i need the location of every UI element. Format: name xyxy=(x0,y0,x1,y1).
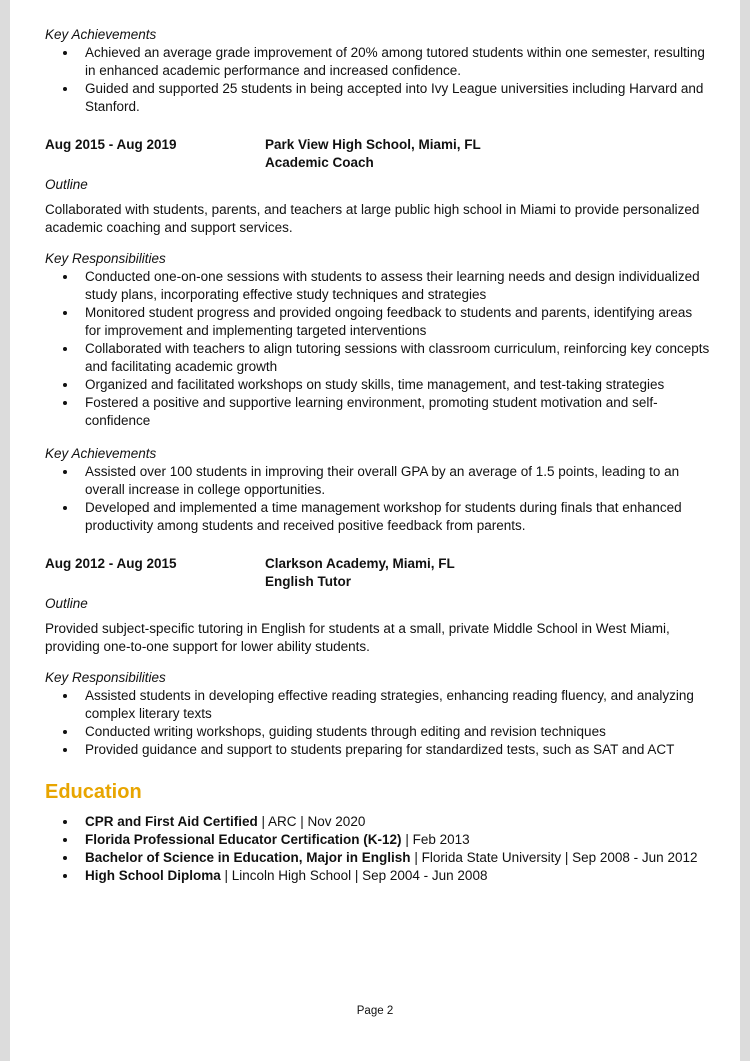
education-name: Florida Professional Educator Certification (K-12) xyxy=(85,832,402,847)
list-item: Conducted one-on-one sessions with students to assess their learning needs and design individualized study plans, incorporating effective study techniques and strategies xyxy=(85,268,710,304)
education-name: Bachelor of Science in Education, Major in English xyxy=(85,850,411,865)
list-item: Organized and facilitated workshops on study skills, time management, and test-taking strategies xyxy=(85,376,710,394)
education-name: High School Diploma xyxy=(85,868,221,883)
outline-label: Outline xyxy=(45,177,88,192)
job-dates: Aug 2012 - Aug 2015 xyxy=(45,556,177,571)
achievements-label: Key Achievements xyxy=(45,446,157,461)
education-item xyxy=(85,813,710,831)
education-item xyxy=(85,831,710,849)
responsibilities-list xyxy=(45,268,710,430)
education-name: CPR and First Aid Certified xyxy=(85,814,258,829)
education-detail: | Lincoln High School | Sep 2004 - Jun 2008 xyxy=(220,868,488,883)
resume-page xyxy=(10,0,740,1061)
outline-label: Outline xyxy=(45,596,88,611)
outline-text: Provided subject-specific tutoring in English for students at a small, private Middle School in West Miami, providing one-to-one support for lower ability students. xyxy=(45,621,670,654)
list-item: Monitored student progress and provided ongoing feedback to students and parents, identifying areas for improvement and implementing targeted interventions xyxy=(85,304,710,340)
education-heading: Education xyxy=(45,781,142,803)
education-detail: | ARC | Nov 2020 xyxy=(257,814,366,829)
job-dates: Aug 2015 - Aug 2019 xyxy=(45,137,177,152)
education-detail: | Feb 2013 xyxy=(401,832,470,847)
achievements-label: Key Achievements xyxy=(45,27,157,42)
job-info xyxy=(265,555,455,591)
job-title: English Tutor xyxy=(265,574,351,589)
job-title: Academic Coach xyxy=(265,155,374,170)
job-employer: Park View High School, Miami, FL xyxy=(265,137,481,152)
list-item: Collaborated with teachers to align tutoring sessions with classroom curriculum, reinforcing key concepts and facilitating academic growth xyxy=(85,341,710,374)
list-item: Developed and implemented a time management workshop for students during finals that enhanced productivity among students and received positive feedback from parents. xyxy=(85,499,710,535)
responsibilities-list xyxy=(45,687,710,759)
list-item: Provided guidance and support to students preparing for standardized tests, such as SAT and ACT xyxy=(85,741,710,759)
responsibilities-label: Key Responsibilities xyxy=(45,251,166,266)
education-item xyxy=(85,849,710,867)
education-detail: | Florida State University | Sep 2008 - Jun 2012 xyxy=(410,850,698,865)
job-info xyxy=(265,136,481,172)
job-header xyxy=(45,555,710,591)
page-content xyxy=(45,26,710,885)
job-employer: Clarkson Academy, Miami, FL xyxy=(265,556,455,571)
list-item: Achieved an average grade improvement of 20% among tutored students within one semester, resulting in enhanced academic performance and increased confidence. xyxy=(85,44,710,80)
job-header xyxy=(45,136,710,172)
list-item: Conducted writing workshops, guiding students through editing and revision techniques xyxy=(85,723,710,741)
list-item: Guided and supported 25 students in being accepted into Ivy League universities including Harvard and Stanford. xyxy=(85,80,710,116)
outline-text: Collaborated with students, parents, and teachers at large public high school in Miami to provide personalized academic coaching and support services. xyxy=(45,202,700,235)
achievements-list xyxy=(45,463,710,535)
page-number: Page 2 xyxy=(356,1005,394,1017)
achievements-list xyxy=(45,44,710,116)
education-list xyxy=(45,813,710,885)
education-item xyxy=(85,867,710,885)
list-item: Assisted students in developing effective reading strategies, enhancing reading fluency, and analyzing complex literary texts xyxy=(85,687,710,723)
list-item: Fostered a positive and supportive learning environment, promoting student motivation and self-confidence xyxy=(85,394,710,430)
list-item: Assisted over 100 students in improving their overall GPA by an average of 1.5 points, leading to an overall increase in college opportunities. xyxy=(85,463,710,499)
responsibilities-label: Key Responsibilities xyxy=(45,670,166,685)
